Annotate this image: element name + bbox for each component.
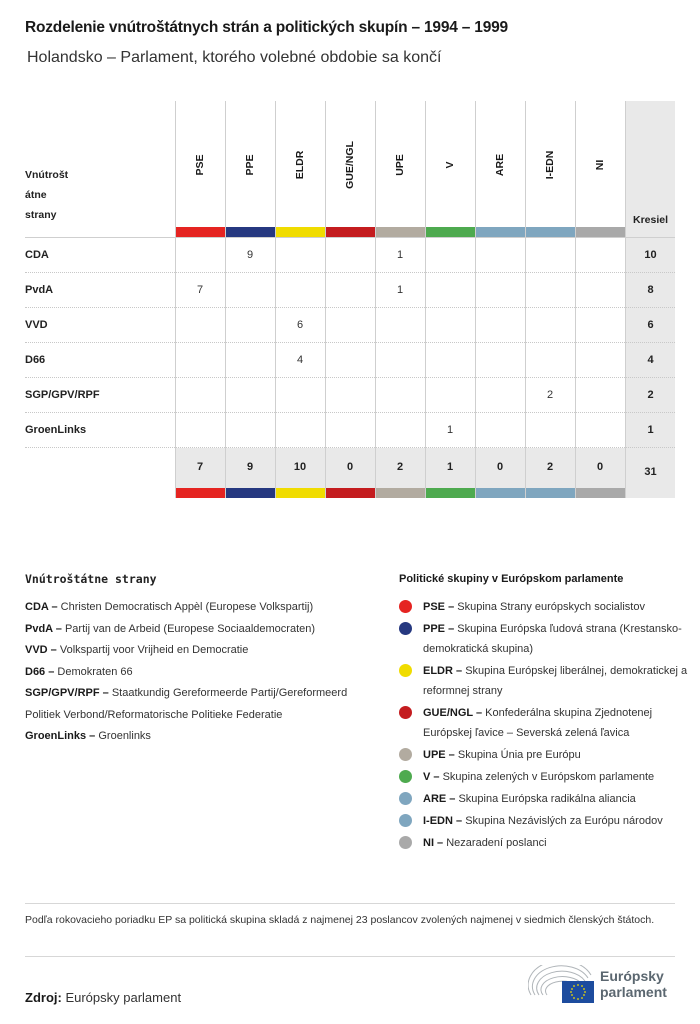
column-header-label: GUE/NGL [344,141,356,189]
group-color-bar [526,227,575,237]
legend-desc: Skupina zelených v Európskom parlamente [442,771,655,783]
seat-count-cell: 1 [446,424,454,436]
column-total-cell: 9 [246,461,254,473]
group-color-dot-icon [399,792,412,805]
column-header-v [425,110,475,220]
column-header-are [475,110,525,220]
legend-desc: Skupina Európska ľudová strana (Krestansko-demokratická skupina) [423,623,682,655]
legend-abbr: PSE – [423,601,458,613]
source [25,990,181,1005]
legend-desc: Skupina Nezávislých za Európu národov [465,815,663,827]
seat-count-cell: 6 [296,319,304,331]
european-parliament-logo [528,965,678,1005]
political-group-legend-item [399,811,689,831]
group-color-bar [476,488,525,498]
legend-desc: Volkspartij voor Vrijheid en Democratie [59,644,249,656]
legend-desc: Nezaradení poslanci [446,837,547,849]
political-group-legend-item [399,745,689,765]
column-total-cell: 10 [293,461,307,473]
parliament-hemicycle-icon [528,965,598,1005]
source-value: Európsky parlament [65,990,182,1005]
row-divider [25,272,675,273]
legend-abbr: D66 – [25,665,58,678]
row-divider [25,377,675,378]
column-header-label: NI [594,159,606,171]
legend-abbr: I-EDN – [423,815,466,827]
legend-abbr: PvdA – [25,622,65,635]
legend-abbr: ARE – [423,793,459,805]
group-color-dot-icon [399,748,412,761]
legend-abbr: ELDR – [423,665,466,677]
row-party-label: SGP/GPV/RPF [25,389,100,401]
header-divider [25,237,675,238]
group-color-dot-icon [399,770,412,783]
group-color-bar [226,488,275,498]
legend-desc: Groenlinks [98,730,151,742]
column-total-cell: 0 [346,461,354,473]
legend-desc: Partij van de Arbeid (Europese Sociaaldemocraten) [64,622,316,635]
row-total-cell: 8 [647,284,654,296]
legend-abbr: GUE/NGL – [423,707,486,719]
group-color-dot-icon [399,600,412,613]
national-party-legend-item [25,726,370,748]
legend-abbr: V – [423,771,443,783]
column-header-label: PSE [194,154,206,176]
group-color-dot-icon [399,706,412,719]
group-color-bar [376,227,425,237]
logo-text: Európsky parlament [600,968,667,1000]
divider [25,903,675,904]
group-color-bar [426,488,475,498]
national-parties-legend-title: Vnútroštátne strany [25,572,157,586]
national-party-legend-item [25,662,370,684]
column-header-eldr [275,110,325,220]
legend-abbr: GroenLinks – [25,730,99,742]
total-column-background [626,101,675,498]
group-color-bar [276,227,325,237]
political-group-legend-item [399,619,689,659]
legend-abbr: VVD – [25,644,60,656]
group-color-bar [426,227,475,237]
row-header-label: Vnútrošt átne strany [25,169,69,221]
row-divider [25,412,675,413]
chart-subtitle: Holandsko – Parlament, ktorého volebné obdobie sa končí [27,49,442,66]
political-group-legend-item [399,703,689,743]
legend-desc: Konfederálna skupina Zjednotenej Európskej ľavice – Severská zelená ľavica [423,707,653,739]
column-divider [625,101,626,498]
group-color-bar [376,488,425,498]
column-total-cell: 2 [546,461,554,473]
legend-abbr: UPE – [423,749,458,761]
group-color-bar [326,227,375,237]
total-column-header: Kresiel [632,214,669,226]
seat-count-cell: 4 [296,354,304,366]
row-total-cell: 2 [647,389,654,401]
group-color-bar [176,488,225,498]
group-color-bar [326,488,375,498]
row-party-label: CDA [25,249,49,261]
row-party-label: PvdA [25,284,54,296]
column-header-ni [575,110,625,220]
column-total-cell: 2 [396,461,404,473]
row-total-cell: 6 [647,319,654,331]
column-header-ppe [225,110,275,220]
column-total-cell: 0 [596,461,604,473]
political-group-legend-item [399,833,689,853]
column-header-label: PPE [244,154,256,176]
national-party-legend-item [25,640,370,662]
column-header-label: UPE [394,154,406,176]
legend-desc: Staatkundig Gereformeerde Partij/Gereformeerd Politiek Verbond/Reformatorische Politieke Federatie [25,687,348,721]
group-color-dot-icon [399,622,412,635]
political-group-legend-item [399,597,689,617]
source-label: Zdroj: [25,990,62,1005]
seat-count-cell: 1 [396,284,404,296]
group-color-dot-icon [399,664,412,677]
legend-desc: Skupina Strany európskych socialistov [457,601,645,613]
column-total-cell: 7 [196,461,204,473]
group-color-bar [476,227,525,237]
group-color-bar [226,227,275,237]
row-party-label: D66 [25,354,46,366]
row-divider [25,307,675,308]
seat-distribution-table [0,0,700,510]
political-groups-legend-title: Politické skupiny v Európskom parlamente [399,573,624,585]
seat-count-cell: 9 [246,249,254,261]
group-color-dot-icon [399,814,412,827]
row-total-cell: 4 [647,354,654,366]
political-group-legend-item [399,661,689,701]
legend-desc: Skupina Európska radikálna aliancia [458,793,636,805]
national-party-legend-item [25,619,370,641]
group-color-bar [576,488,625,498]
national-party-legend-item [25,597,370,619]
row-total-cell: 10 [644,249,657,261]
column-header-guengl [325,110,375,220]
political-group-legend-item [399,789,689,809]
column-total-cell: 0 [496,461,504,473]
row-divider [25,447,675,448]
row-divider [25,342,675,343]
column-header-upe [375,110,425,220]
group-color-bar [526,488,575,498]
chart-title: Rozdelenie vnútroštátnych strán a politických skupín – 1994 – 1999 [25,19,508,36]
legend-abbr: NI – [423,837,447,849]
group-color-bar [176,227,225,237]
political-group-legend-item [399,767,689,787]
legend-abbr: CDA – [25,601,61,613]
political-groups-legend [399,597,689,855]
legend-abbr: PPE – [423,623,458,635]
column-total-cell: 1 [446,461,454,473]
legend-desc: Christen Democratisch Appèl (Europese Volkspartij) [60,601,314,613]
column-header-label: V [444,161,456,169]
row-total-cell: 1 [647,424,654,436]
seat-count-cell: 2 [546,389,554,401]
column-header-pse [175,110,225,220]
national-parties-legend [25,597,370,748]
legend-desc: Demokraten 66 [57,665,133,678]
row-party-label: VVD [25,319,48,331]
column-header-label: ARE [494,153,506,177]
group-color-bar [276,488,325,498]
row-party-label: GroenLinks [25,424,87,436]
footnote: Podľa rokovacieho poriadku EP sa politická skupina skladá z najmenej 23 poslancov zvolených najmenej v siedmich členských štátoch. [25,914,655,926]
seat-count-cell: 1 [396,249,404,261]
legend-desc: Skupina Únia pre Európu [457,749,581,761]
column-header-label: I-EDN [544,150,556,180]
legend-desc: Skupina Európskej liberálnej, demokratickej a reformnej strany [423,665,688,697]
column-header-label: ELDR [294,150,306,180]
group-color-dot-icon [399,836,412,849]
divider [25,956,675,957]
national-party-legend-item [25,683,370,726]
legend-abbr: SGP/GPV/RPF – [25,687,112,699]
column-header-iedn [525,110,575,220]
group-color-bar [576,227,625,237]
grand-total-cell: 31 [644,466,657,478]
seat-count-cell: 7 [196,284,204,296]
